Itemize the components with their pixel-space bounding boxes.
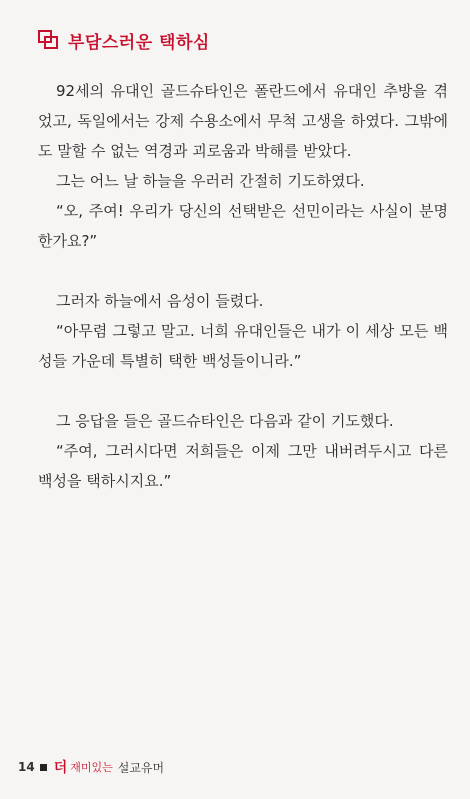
page-footer: [18, 759, 164, 775]
paragraph: 그는 어느 날 하늘을 우러러 간절히 기도하였다.: [56, 172, 365, 190]
dialogue-line: “아무렴 그렇고 말고. 너희 유대인들은 내가 이 세상 모든 백성들 가운데 특별히 택한 백성들이니라.”: [38, 322, 448, 370]
paragraph: 92세의 유대인 골드슈타인은 폴란드에서 유대인 추방을 겪었고, 독일에서는 강제 수용소에서 무척 고생을 하였다. 그밖에도 말할 수 없는 역경과 괴로움과 박해를 받았다.: [38, 82, 448, 160]
paragraph: 그러자 하늘에서 음성이 들렸다.: [56, 292, 264, 310]
series-logo-mark: 더: [53, 760, 68, 776]
section-heading: [38, 28, 210, 52]
dialogue-line: “주여, 그러시다면 저희들은 이제 그만 내버려두시고 다른 백성을 택하시지요.”: [38, 442, 448, 490]
page-number: 14: [18, 760, 35, 774]
paragraph: 그 응답을 들은 골드슈타인은 다음과 같이 기도했다.: [56, 412, 394, 430]
double-square-icon: [38, 30, 60, 50]
story-body: [38, 76, 448, 496]
section-title: 부담스러운 택하심: [68, 32, 210, 53]
series-tag: 재미있는: [70, 761, 113, 774]
square-bullet-icon: [40, 764, 47, 771]
book-title: 설교유머: [117, 760, 165, 775]
dialogue-line: “오, 주여! 우리가 당신의 선택받은 선민이라는 사실이 분명한가요?”: [38, 202, 448, 250]
